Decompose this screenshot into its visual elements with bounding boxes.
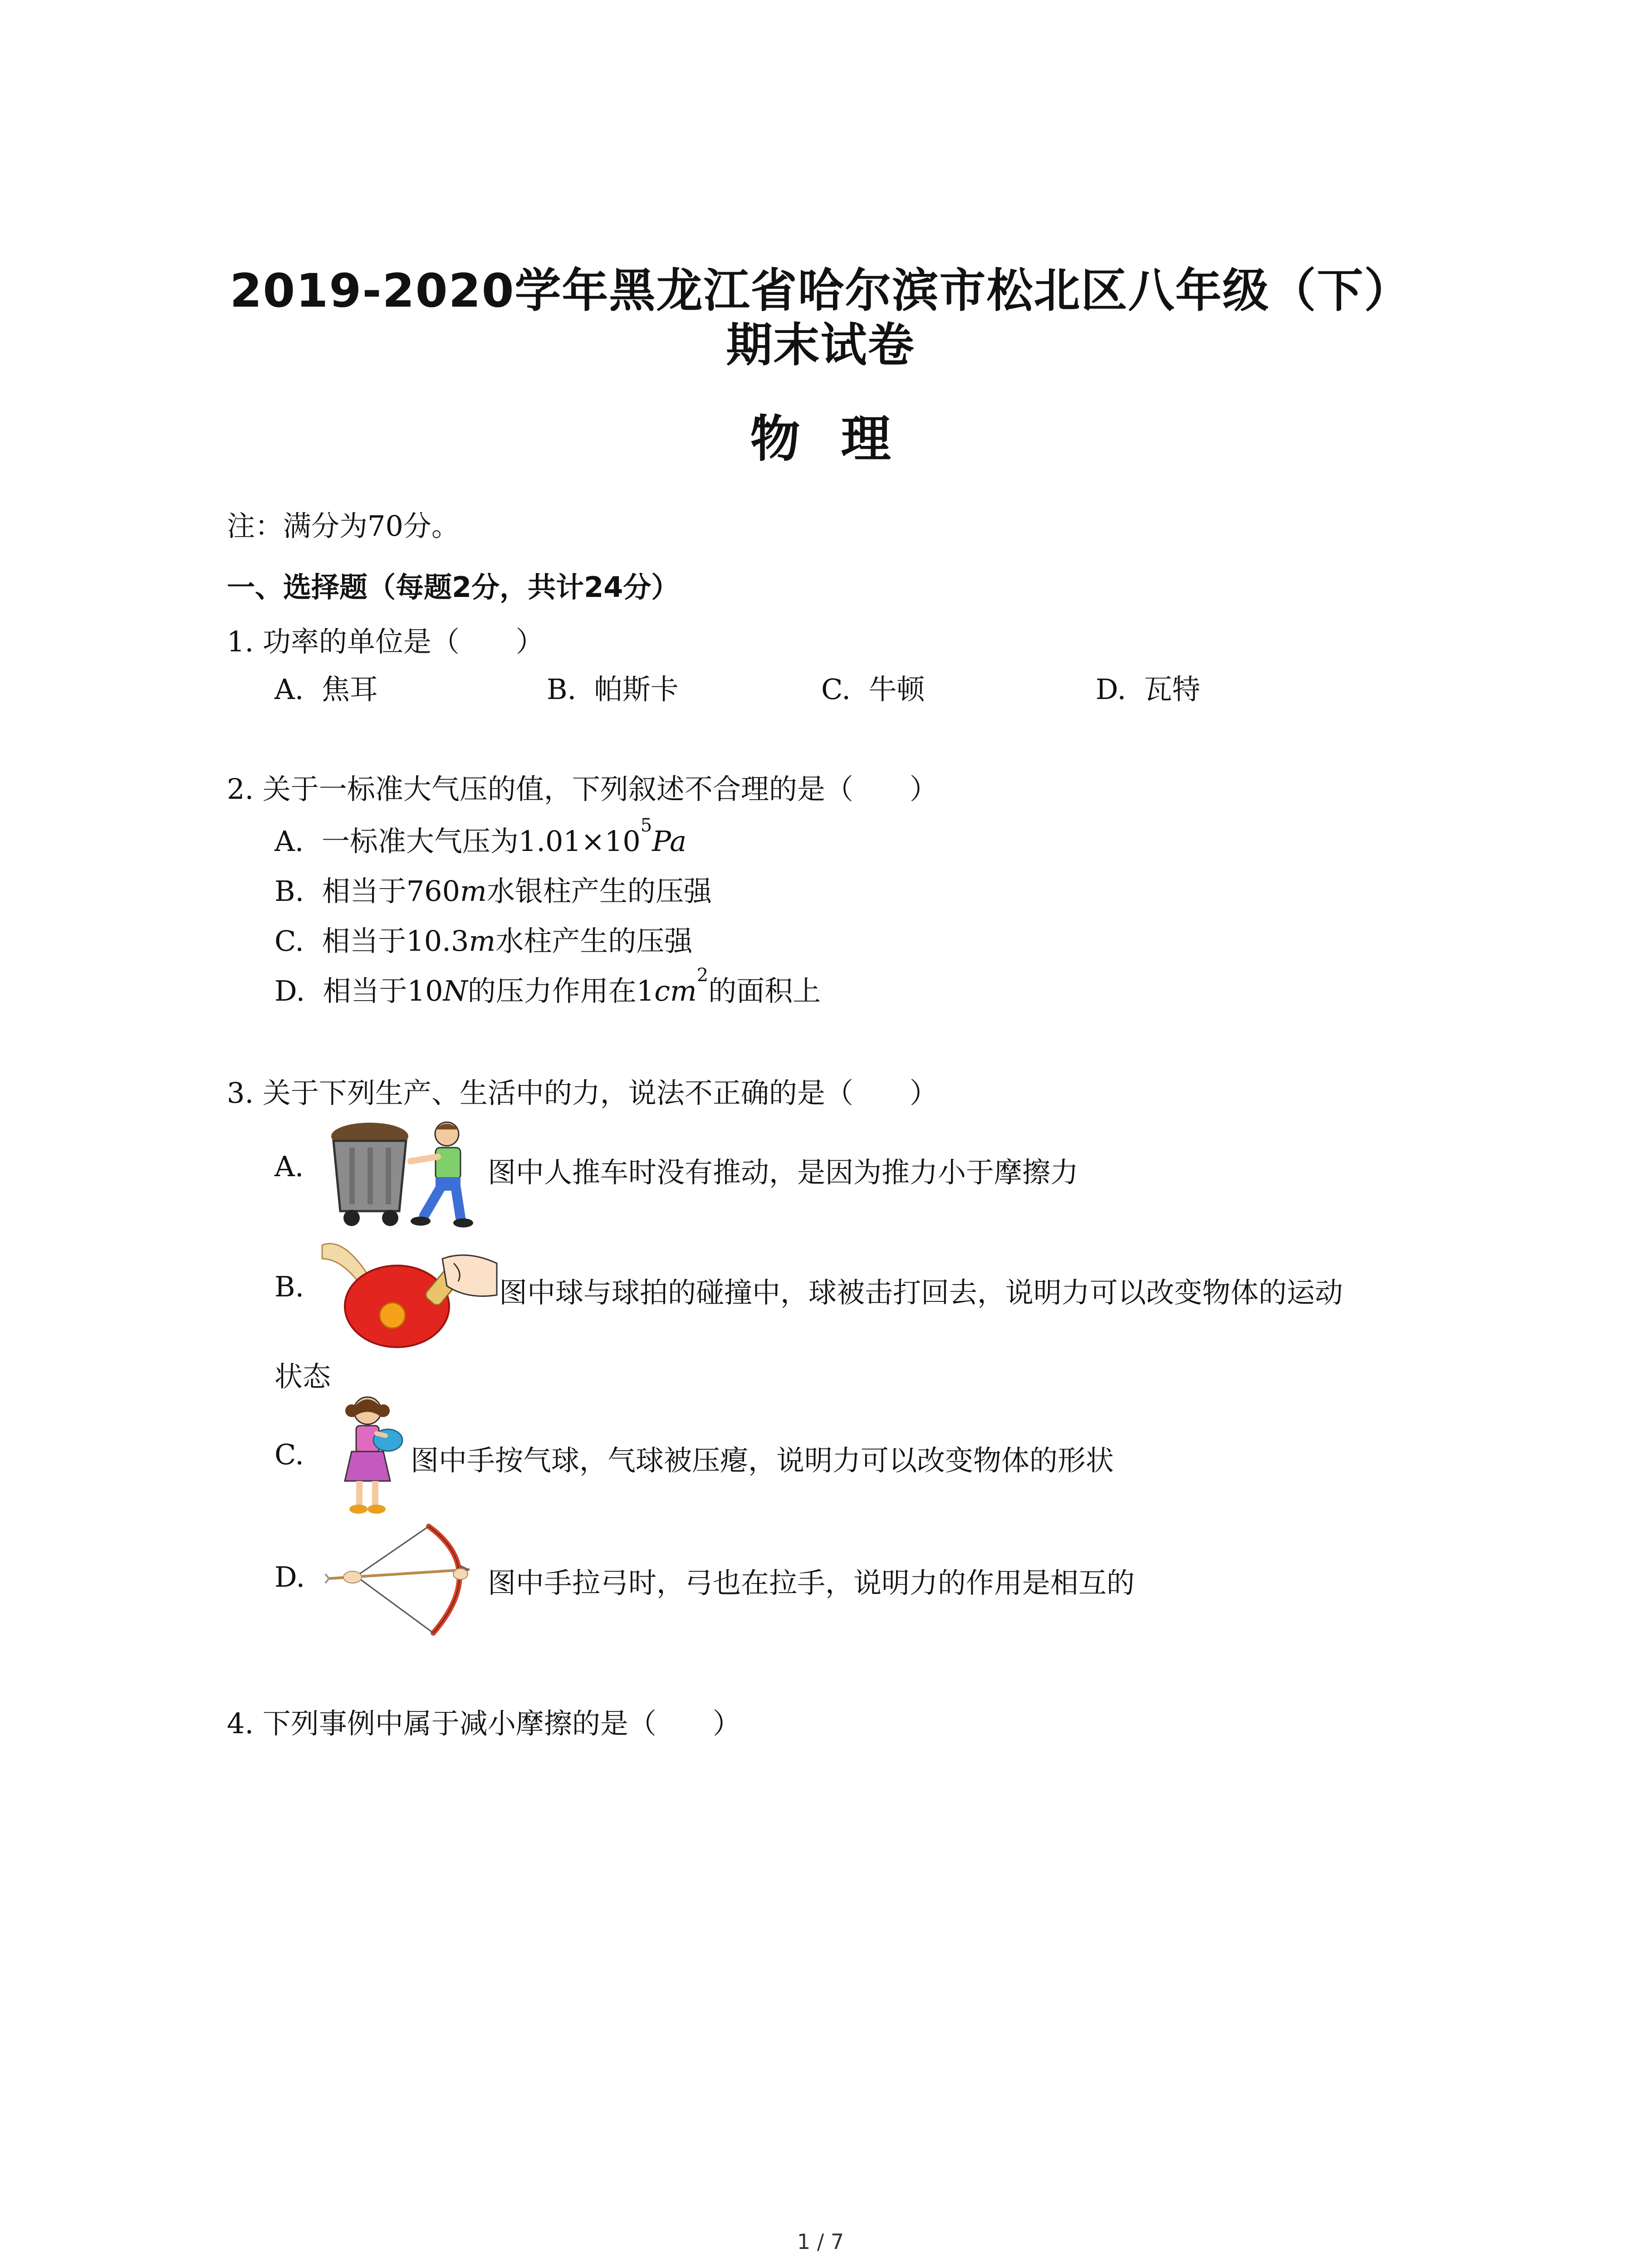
option-label: D. <box>274 974 305 1007</box>
q1-option-d <box>1096 667 1200 707</box>
q3-option-b-text: 图中球与球拍的碰撞中，球被击打回去，说明力可以改变物体的运动 <box>499 1276 1343 1309</box>
option-label: D. <box>1096 673 1127 706</box>
option-label: C. <box>821 673 851 706</box>
section-heading-choice: 一、选择题（每题2分，共计24分） <box>227 571 680 604</box>
score-note: 注：满分为70分。 <box>227 509 460 543</box>
q2-option-d <box>274 965 821 1009</box>
question-2-stem: 2. 关于一标准大气压的值，下列叙述不合理的是（ ） <box>227 772 938 806</box>
option-text: 的面积上 <box>708 974 821 1007</box>
option-text: 焦耳 <box>321 673 378 706</box>
cart-push-illustration <box>324 1116 483 1229</box>
q3-option-b-text-cont: 状态 <box>274 1360 331 1393</box>
option-label: B. <box>274 875 304 908</box>
page-number: 1 / 7 <box>797 2229 844 2254</box>
balloon-girl-illustration <box>331 1390 413 1520</box>
exponent: 5 <box>640 815 652 836</box>
question-1-stem: 1. 功率的单位是（ ） <box>227 625 544 658</box>
q1-option-a <box>274 667 378 707</box>
exam-title-line2: 期末试卷 <box>726 318 915 372</box>
q3-option-a-text: 图中人推车时没有推动，是因为推力小于摩擦力 <box>488 1156 1079 1189</box>
unit-cm: cm <box>654 974 697 1007</box>
unit-n: N <box>443 974 468 1007</box>
question-3-stem: 3. 关于下列生产、生活中的力，说法不正确的是（ ） <box>227 1076 938 1110</box>
q3-option-c-text: 图中手按气球，气球被压瘪，说明力可以改变物体的形状 <box>411 1444 1114 1477</box>
option-text: 一标准大气压为1.01×10 <box>321 825 641 858</box>
option-label: B. <box>547 673 577 706</box>
q3-option-d-label: D. <box>274 1560 305 1593</box>
q1-option-b <box>547 667 679 707</box>
q3-option-b-label: B. <box>274 1270 304 1303</box>
option-text: 相当于10 <box>323 974 443 1007</box>
q3-option-a-label: A. <box>274 1150 304 1183</box>
exam-title-line1: 2019-2020学年黑龙江省哈尔滨市松北区八年级（下） <box>230 264 1411 318</box>
table-tennis-illustration <box>318 1232 499 1349</box>
exponent: 2 <box>696 965 709 986</box>
option-text: 牛顿 <box>868 673 925 706</box>
option-text: 的压力作用在1 <box>467 974 655 1007</box>
unit-m: m <box>469 924 496 958</box>
option-text: 水柱产生的压强 <box>495 924 693 958</box>
question-4-stem: 4. 下列事例中属于减小摩擦的是（ ） <box>227 1707 741 1740</box>
option-text: 相当于760 <box>322 875 460 908</box>
option-label: A. <box>274 825 304 858</box>
option-text: 水银柱产生的压强 <box>486 875 712 908</box>
q3-option-d-text: 图中手拉弓时，弓也在拉手，说明力的作用是相互的 <box>488 1566 1135 1599</box>
option-text: 帕斯卡 <box>594 673 679 706</box>
q2-option-b <box>274 869 712 909</box>
option-text: 瓦特 <box>1144 673 1200 706</box>
q1-option-c <box>821 667 925 707</box>
unit-m: m <box>460 875 487 908</box>
q3-option-c-label: C. <box>274 1438 304 1471</box>
unit-pa: Pa <box>652 825 687 858</box>
option-label: A. <box>274 673 304 706</box>
option-text: 相当于10.3 <box>322 924 469 958</box>
bow-and-arrow-illustration <box>324 1520 483 1640</box>
subject-title: 物理 <box>750 410 932 468</box>
q2-option-c <box>274 919 692 959</box>
option-label: C. <box>274 924 304 958</box>
q2-option-a <box>274 815 687 859</box>
